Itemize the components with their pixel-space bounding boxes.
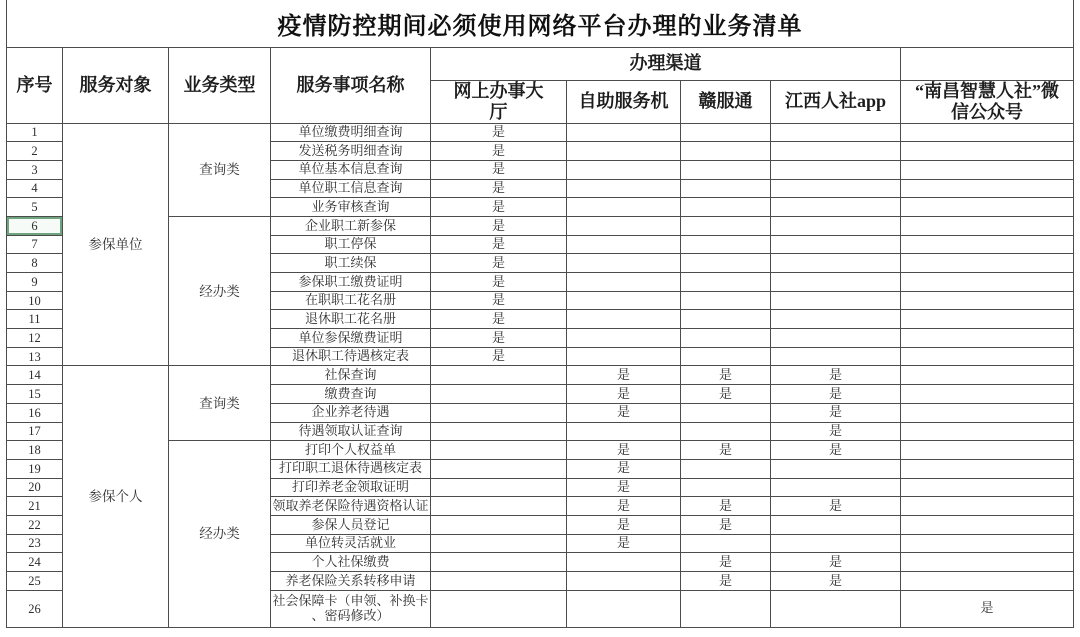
service-item-cell[interactable]: 发送税务明细查询	[271, 142, 431, 161]
table-header	[7, 0, 1074, 123]
ganfutong-mark-cell[interactable]	[681, 347, 771, 366]
online-hall-mark-cell[interactable]	[431, 441, 567, 460]
row-number-cell[interactable]: 7	[7, 235, 63, 254]
ganfutong-mark-cell[interactable]	[681, 142, 771, 161]
header-channels-group[interactable]: 办理渠道	[431, 47, 901, 80]
service-item-cell[interactable]: 个人社保缴费	[271, 553, 431, 572]
ganfutong-mark-cell[interactable]	[681, 459, 771, 478]
row-number-cell[interactable]: 21	[7, 497, 63, 516]
service-item-cell[interactable]: 退休职工花名册	[271, 310, 431, 329]
online-hall-mark-cell[interactable]	[431, 385, 567, 404]
self-service-mark-cell[interactable]	[567, 142, 681, 161]
self-service-mark-cell[interactable]: 是	[567, 459, 681, 478]
wechat-mark-cell[interactable]	[901, 515, 1074, 534]
wechat-mark-cell[interactable]	[901, 459, 1074, 478]
ganfutong-mark-cell[interactable]	[681, 478, 771, 497]
service-item-cell[interactable]: 打印个人权益单	[271, 441, 431, 460]
jiangxi-app-mark-cell[interactable]	[771, 198, 901, 217]
ganfutong-mark-cell[interactable]	[681, 534, 771, 553]
row-number-cell[interactable]: 5	[7, 198, 63, 217]
ganfutong-mark-cell[interactable]: 是	[681, 385, 771, 404]
online-hall-mark-cell[interactable]: 是	[431, 235, 567, 254]
self-service-mark-cell[interactable]	[567, 553, 681, 572]
self-service-mark-cell[interactable]	[567, 572, 681, 591]
online-hall-mark-cell[interactable]: 是	[431, 291, 567, 310]
online-hall-mark-cell[interactable]: 是	[431, 142, 567, 161]
self-service-mark-cell[interactable]	[567, 160, 681, 179]
self-service-mark-cell[interactable]: 是	[567, 515, 681, 534]
row-number-cell[interactable]: 20	[7, 478, 63, 497]
service-item-cell[interactable]: 养老保险关系转移申请	[271, 572, 431, 591]
row-number-cell[interactable]: 10	[7, 291, 63, 310]
ganfutong-mark-cell[interactable]	[681, 291, 771, 310]
service-target-cell[interactable]: 参保单位	[63, 123, 169, 366]
row-number-cell[interactable]: 9	[7, 273, 63, 292]
service-item-cell[interactable]: 缴费查询	[271, 385, 431, 404]
wechat-mark-cell[interactable]	[901, 553, 1074, 572]
wechat-mark-cell[interactable]	[901, 497, 1074, 516]
service-item-cell[interactable]: 领取养老保险待遇资格认证	[271, 497, 431, 516]
jiangxi-app-mark-cell[interactable]	[771, 347, 901, 366]
ganfutong-mark-cell[interactable]	[681, 235, 771, 254]
wechat-mark-cell[interactable]	[901, 572, 1074, 591]
jiangxi-app-mark-cell[interactable]: 是	[771, 441, 901, 460]
row-number-cell[interactable]: 26	[7, 590, 63, 627]
jiangxi-app-mark-cell[interactable]: 是	[771, 366, 901, 385]
wechat-mark-cell[interactable]	[901, 366, 1074, 385]
service-item-cell[interactable]: 社会保障卡（申领、补换卡、密码修改）	[271, 590, 431, 627]
row-number-cell[interactable]: 18	[7, 441, 63, 460]
jiangxi-app-mark-cell[interactable]: 是	[771, 422, 901, 441]
jiangxi-app-mark-cell[interactable]	[771, 160, 901, 179]
jiangxi-app-mark-cell[interactable]: 是	[771, 553, 901, 572]
self-service-mark-cell[interactable]	[567, 422, 681, 441]
self-service-mark-cell[interactable]	[567, 347, 681, 366]
table-body	[7, 123, 1074, 627]
ganfutong-mark-cell[interactable]: 是	[681, 515, 771, 534]
self-service-mark-cell[interactable]: 是	[567, 441, 681, 460]
row-number-cell[interactable]: 17	[7, 422, 63, 441]
row-number-cell[interactable]: 8	[7, 254, 63, 273]
jiangxi-app-mark-cell[interactable]: 是	[771, 572, 901, 591]
self-service-mark-cell[interactable]: 是	[567, 534, 681, 553]
online-hall-mark-cell[interactable]: 是	[431, 198, 567, 217]
business-type-cell[interactable]: 查询类	[169, 366, 271, 441]
self-service-mark-cell[interactable]	[567, 198, 681, 217]
self-service-mark-cell[interactable]	[567, 291, 681, 310]
self-service-mark-cell[interactable]: 是	[567, 403, 681, 422]
online-hall-mark-cell[interactable]: 是	[431, 347, 567, 366]
wechat-mark-cell[interactable]	[901, 347, 1074, 366]
spreadsheet	[6, 0, 1074, 628]
wechat-mark-cell[interactable]	[901, 179, 1074, 198]
business-table	[6, 0, 1074, 628]
self-service-mark-cell[interactable]	[567, 179, 681, 198]
service-item-cell[interactable]: 单位参保缴费证明	[271, 329, 431, 348]
wechat-mark-cell[interactable]	[901, 478, 1074, 497]
ganfutong-mark-cell[interactable]: 是	[681, 572, 771, 591]
header-channel-wechat[interactable]	[901, 80, 1074, 123]
header-channel-wechat-label: “南昌智慧人社”微信公众号	[915, 80, 1060, 122]
self-service-mark-cell[interactable]	[567, 216, 681, 235]
ganfutong-mark-cell[interactable]	[681, 198, 771, 217]
service-item-cell[interactable]: 参保人员登记	[271, 515, 431, 534]
jiangxi-app-mark-cell[interactable]	[771, 534, 901, 553]
jiangxi-app-mark-cell[interactable]	[771, 590, 901, 627]
online-hall-mark-cell[interactable]: 是	[431, 329, 567, 348]
header-channel-jiangxi-app[interactable]: 江西人社app	[771, 80, 901, 123]
jiangxi-app-mark-cell[interactable]	[771, 235, 901, 254]
business-type-cell[interactable]: 经办类	[169, 441, 271, 628]
self-service-mark-cell[interactable]	[567, 254, 681, 273]
ganfutong-mark-cell[interactable]	[681, 329, 771, 348]
online-hall-mark-cell[interactable]: 是	[431, 216, 567, 235]
online-hall-mark-cell[interactable]	[431, 590, 567, 627]
wechat-mark-cell[interactable]	[901, 385, 1074, 404]
wechat-mark-cell[interactable]	[901, 273, 1074, 292]
service-target-cell[interactable]: 参保个人	[63, 366, 169, 627]
ganfutong-mark-cell[interactable]	[681, 216, 771, 235]
jiangxi-app-mark-cell[interactable]	[771, 515, 901, 534]
row-number-cell[interactable]: 23	[7, 534, 63, 553]
self-service-mark-cell[interactable]	[567, 235, 681, 254]
jiangxi-app-mark-cell[interactable]	[771, 291, 901, 310]
self-service-mark-cell[interactable]: 是	[567, 497, 681, 516]
online-hall-mark-cell[interactable]	[431, 515, 567, 534]
row-number-cell[interactable]: 15	[7, 385, 63, 404]
ganfutong-mark-cell[interactable]: 是	[681, 441, 771, 460]
self-service-mark-cell[interactable]	[567, 310, 681, 329]
ganfutong-mark-cell[interactable]: 是	[681, 553, 771, 572]
wechat-mark-cell[interactable]	[901, 422, 1074, 441]
table-row	[7, 366, 1074, 385]
jiangxi-app-mark-cell[interactable]	[771, 142, 901, 161]
header-business-type[interactable]: 业务类型	[169, 47, 271, 123]
jiangxi-app-mark-cell[interactable]	[771, 478, 901, 497]
wechat-mark-cell[interactable]	[901, 198, 1074, 217]
row-number-cell[interactable]: 22	[7, 515, 63, 534]
header-channel-ganfutong[interactable]: 赣服通	[681, 80, 771, 123]
row-number-cell[interactable]: 25	[7, 572, 63, 591]
business-type-cell[interactable]: 经办类	[169, 216, 271, 366]
jiangxi-app-mark-cell[interactable]: 是	[771, 403, 901, 422]
wechat-mark-cell[interactable]	[901, 310, 1074, 329]
service-item-cell[interactable]: 社保查询	[271, 366, 431, 385]
ganfutong-mark-cell[interactable]: 是	[681, 366, 771, 385]
online-hall-mark-cell[interactable]	[431, 459, 567, 478]
header-wechat-spacer[interactable]	[901, 47, 1074, 80]
jiangxi-app-mark-cell[interactable]: 是	[771, 497, 901, 516]
online-hall-mark-cell[interactable]	[431, 478, 567, 497]
row-number-cell[interactable]: 3	[7, 160, 63, 179]
service-item-cell[interactable]: 参保职工缴费证明	[271, 273, 431, 292]
ganfutong-mark-cell[interactable]	[681, 310, 771, 329]
service-item-cell[interactable]: 企业职工新参保	[271, 216, 431, 235]
row-number-cell[interactable]: 4	[7, 179, 63, 198]
wechat-mark-cell[interactable]	[901, 403, 1074, 422]
row-number-cell[interactable]: 1	[7, 123, 63, 142]
ganfutong-mark-cell[interactable]	[681, 254, 771, 273]
jiangxi-app-mark-cell[interactable]	[771, 310, 901, 329]
online-hall-mark-cell[interactable]: 是	[431, 160, 567, 179]
ganfutong-mark-cell[interactable]	[681, 123, 771, 142]
service-item-cell[interactable]: 单位基本信息查询	[271, 160, 431, 179]
header-service-item[interactable]: 服务事项名称	[271, 47, 431, 123]
service-item-cell[interactable]: 单位缴费明细查询	[271, 123, 431, 142]
wechat-mark-cell[interactable]	[901, 291, 1074, 310]
wechat-mark-cell[interactable]	[901, 216, 1074, 235]
ganfutong-mark-cell[interactable]	[681, 160, 771, 179]
header-channel-online-hall-label: 网上办事大厅	[453, 80, 544, 122]
online-hall-mark-cell[interactable]: 是	[431, 310, 567, 329]
wechat-mark-cell[interactable]	[901, 160, 1074, 179]
self-service-mark-cell[interactable]: 是	[567, 478, 681, 497]
online-hall-mark-cell[interactable]: 是	[431, 273, 567, 292]
row-number-cell[interactable]: 12	[7, 329, 63, 348]
service-item-cell[interactable]: 职工停保	[271, 235, 431, 254]
table-title[interactable]: 疫情防控期间必须使用网络平台办理的业务清单	[7, 0, 1074, 47]
online-hall-mark-cell[interactable]	[431, 422, 567, 441]
online-hall-mark-cell[interactable]	[431, 534, 567, 553]
jiangxi-app-mark-cell[interactable]	[771, 273, 901, 292]
service-item-cell[interactable]: 企业养老待遇	[271, 403, 431, 422]
service-item-cell[interactable]: 业务审核查询	[271, 198, 431, 217]
jiangxi-app-mark-cell[interactable]	[771, 329, 901, 348]
row-number-cell[interactable]: 13	[7, 347, 63, 366]
ganfutong-mark-cell[interactable]	[681, 179, 771, 198]
jiangxi-app-mark-cell[interactable]: 是	[771, 385, 901, 404]
online-hall-mark-cell[interactable]: 是	[431, 123, 567, 142]
ganfutong-mark-cell[interactable]	[681, 590, 771, 627]
header-row-1	[7, 47, 1074, 80]
ganfutong-mark-cell[interactable]: 是	[681, 497, 771, 516]
online-hall-mark-cell[interactable]	[431, 553, 567, 572]
online-hall-mark-cell[interactable]	[431, 497, 567, 516]
header-channel-self-service[interactable]: 自助服务机	[567, 80, 681, 123]
service-item-cell[interactable]: 职工续保	[271, 254, 431, 273]
service-item-cell[interactable]: 单位职工信息查询	[271, 179, 431, 198]
header-service-target[interactable]: 服务对象	[63, 47, 169, 123]
wechat-mark-cell[interactable]	[901, 329, 1074, 348]
business-type-cell[interactable]: 查询类	[169, 123, 271, 216]
service-item-cell[interactable]: 单位转灵活就业	[271, 534, 431, 553]
self-service-mark-cell[interactable]	[567, 273, 681, 292]
online-hall-mark-cell[interactable]	[431, 403, 567, 422]
self-service-mark-cell[interactable]	[567, 123, 681, 142]
service-item-cell[interactable]: 在职职工花名册	[271, 291, 431, 310]
self-service-mark-cell[interactable]: 是	[567, 385, 681, 404]
online-hall-mark-cell[interactable]	[431, 572, 567, 591]
table-row	[7, 123, 1074, 142]
jiangxi-app-mark-cell[interactable]	[771, 216, 901, 235]
service-item-cell[interactable]: 打印养老金领取证明	[271, 478, 431, 497]
title-row	[7, 0, 1074, 47]
ganfutong-mark-cell[interactable]	[681, 422, 771, 441]
service-item-cell[interactable]: 退休职工待遇核定表	[271, 347, 431, 366]
self-service-mark-cell[interactable]: 是	[567, 366, 681, 385]
wechat-mark-cell[interactable]: 是	[901, 590, 1074, 627]
service-item-cell[interactable]: 待遇领取认证查询	[271, 422, 431, 441]
jiangxi-app-mark-cell[interactable]	[771, 459, 901, 478]
online-hall-mark-cell[interactable]	[431, 366, 567, 385]
wechat-mark-cell[interactable]	[901, 254, 1074, 273]
header-channel-online-hall[interactable]	[431, 80, 567, 123]
jiangxi-app-mark-cell[interactable]	[771, 123, 901, 142]
row-number-cell[interactable]: 11	[7, 310, 63, 329]
ganfutong-mark-cell[interactable]	[681, 403, 771, 422]
service-item-cell[interactable]: 打印职工退休待遇核定表	[271, 459, 431, 478]
row-number-cell[interactable]: 2	[7, 142, 63, 161]
row-number-cell[interactable]: 24	[7, 553, 63, 572]
wechat-mark-cell[interactable]	[901, 534, 1074, 553]
self-service-mark-cell[interactable]	[567, 329, 681, 348]
online-hall-mark-cell[interactable]: 是	[431, 254, 567, 273]
online-hall-mark-cell[interactable]: 是	[431, 179, 567, 198]
ganfutong-mark-cell[interactable]	[681, 273, 771, 292]
self-service-mark-cell[interactable]	[567, 590, 681, 627]
row-number-cell[interactable]: 16	[7, 403, 63, 422]
wechat-mark-cell[interactable]	[901, 441, 1074, 460]
wechat-mark-cell[interactable]	[901, 123, 1074, 142]
jiangxi-app-mark-cell[interactable]	[771, 254, 901, 273]
wechat-mark-cell[interactable]	[901, 142, 1074, 161]
row-number-cell[interactable]: 19	[7, 459, 63, 478]
selected-cell[interactable]: 6	[7, 216, 63, 235]
row-number-cell[interactable]: 14	[7, 366, 63, 385]
header-seq[interactable]: 序号	[7, 47, 63, 123]
wechat-mark-cell[interactable]	[901, 235, 1074, 254]
jiangxi-app-mark-cell[interactable]	[771, 179, 901, 198]
